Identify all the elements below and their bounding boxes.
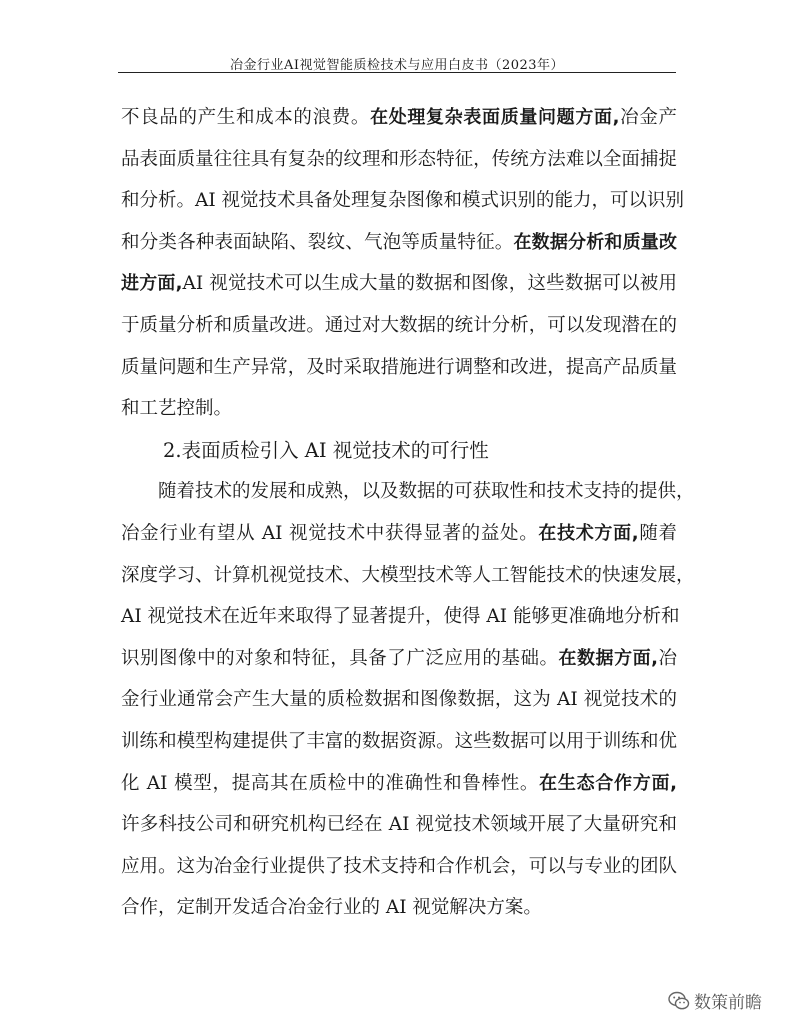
text-line: 品表面质量往往具有复杂的纹理和形态特征，传统方法难以全面捕捉	[121, 148, 677, 170]
text-line: 于质量分析和质量改进。通过对大数据的统计分析，可以发现潜在的	[121, 314, 677, 336]
text-run: AI 视觉技术可以生成大量的数据和图像，这些数据可以被用	[182, 273, 677, 295]
text-line: 和分析。AI 视觉技术具备处理复杂图像和模式识别的能力，可以识别	[121, 190, 685, 212]
text-run: 冶	[657, 647, 677, 669]
text-run: 和分类各种表面缺陷、裂纹、气泡等质量特征。	[121, 231, 514, 253]
bold-phrase: 在数据方面,	[558, 647, 658, 669]
text-line	[121, 513, 677, 555]
text-line	[121, 638, 677, 680]
text-line: 应用。这为冶金行业提供了技术支持和合作机会，可以与专业的团队	[121, 855, 677, 877]
text-line	[121, 222, 677, 264]
bold-phrase: 在技术方面,	[538, 522, 639, 544]
text-line: 质量问题和生产异常，及时采取措施进行调整和改进，提高产品质量	[121, 356, 677, 378]
text-run: 不良品的产生和成本的浪费。	[121, 107, 371, 128]
text-run: 冶金产	[619, 107, 677, 128]
text-run: 随着	[638, 522, 677, 544]
wechat-icon	[668, 991, 690, 1011]
text-line	[121, 263, 677, 305]
bold-phrase: 在处理复杂表面质量问题方面,	[370, 107, 620, 128]
bold-phrase: 在生态合作方面,	[539, 772, 677, 794]
bold-phrase: 在数据分析和质量改	[513, 231, 677, 253]
text-line	[121, 763, 677, 805]
text-line: 金行业通常会产生大量的质检数据和图像数据，这为 AI 视觉技术的	[121, 689, 677, 711]
text-line: 和工艺控制。	[121, 398, 233, 420]
page-header-title: 冶金行业AI视觉智能质检技术与应用白皮书（2023年）	[229, 58, 565, 73]
text-line: 许多科技公司和研究机构已经在 AI 视觉技术领域开展了大量研究和	[121, 814, 677, 836]
bold-phrase: 进方面,	[121, 273, 183, 295]
text-line: 随着技术的发展和成熟，以及数据的可获取性和技术支持的提供，	[158, 481, 695, 503]
header-divider	[118, 72, 676, 73]
text-run: 化 AI 模型，提高其在质检中的准确性和鲁棒性。	[121, 772, 540, 794]
text-line: 训练和模型构建提供了丰富的数据资源。这些数据可以用于训练和优	[121, 730, 677, 752]
text-line: 合作，定制开发适合冶金行业的 AI 视觉解决方案。	[121, 897, 542, 919]
text-line	[121, 97, 677, 139]
watermark-text: 数策前瞻	[694, 993, 762, 1013]
text-line: 深度学习、计算机视觉技术、大模型技术等人工智能技术的快速发展，	[121, 564, 695, 586]
section-heading: 2.表面质检引入 AI 视觉技术的可行性	[163, 438, 489, 462]
text-run: 识别图像中的对象和特征，具备了广泛应用的基础。	[121, 647, 559, 669]
text-line: AI 视觉技术在近年来取得了显著提升，使得 AI 能够更准确地分析和	[121, 606, 680, 628]
document-body	[121, 97, 695, 929]
watermark	[668, 988, 762, 1013]
text-run: 冶金行业有望从 AI 视觉技术中获得显著的益处。	[121, 522, 539, 544]
